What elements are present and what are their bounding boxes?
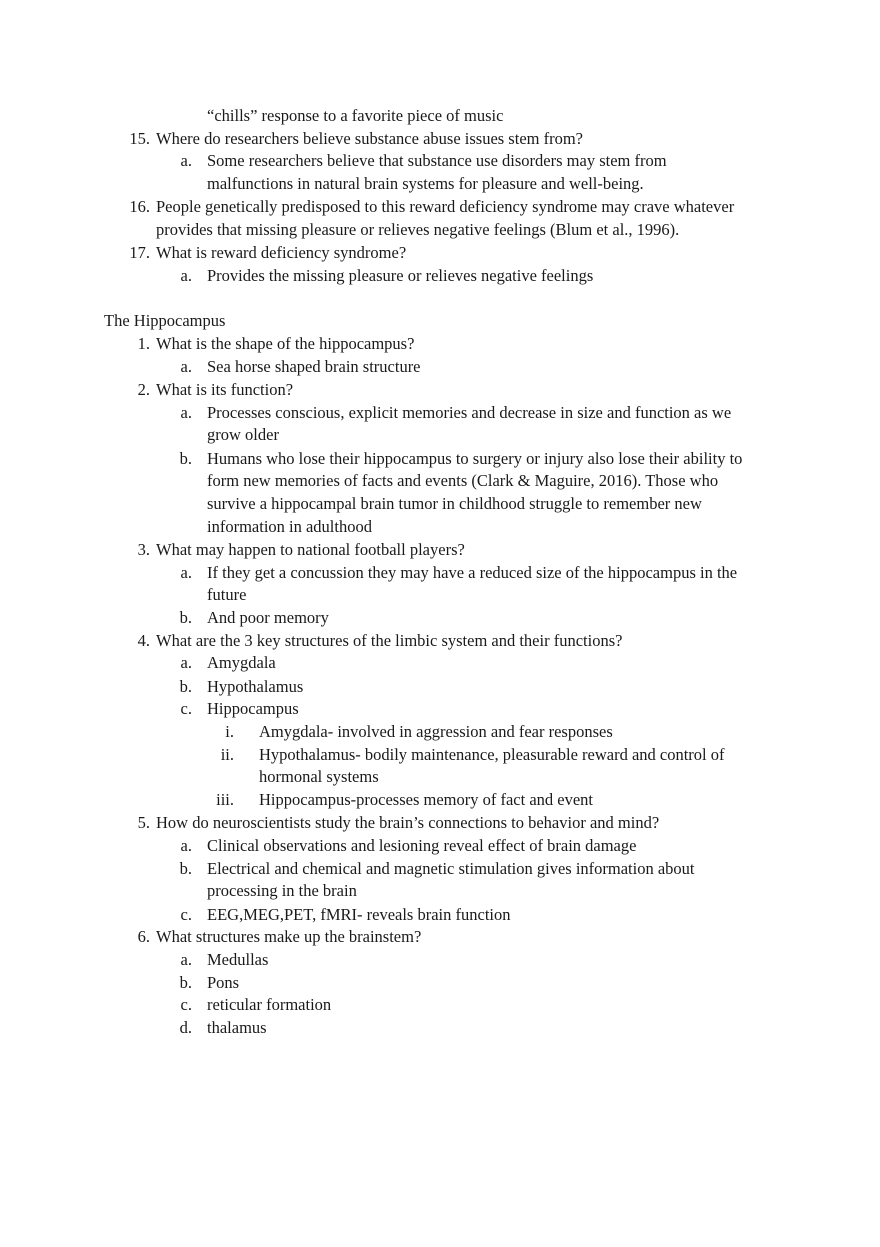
sub-answer-marker: i. <box>225 722 234 741</box>
sub-answer-text: Hypothalamus- bodily maintenance, pleasurable reward and control of <box>259 745 725 764</box>
answer-marker: b. <box>179 677 192 696</box>
answer-marker: b. <box>179 449 192 468</box>
answer-text: Hippocampus <box>207 699 299 718</box>
answer-marker: c. <box>180 995 192 1014</box>
question-text: Where do researchers believe substance abuse issues stem from? <box>156 129 583 148</box>
question-number: 17. <box>129 243 150 262</box>
question-text: What are the 3 key structures of the limbic system and their functions? <box>156 631 623 650</box>
answer-text: grow older <box>207 425 279 444</box>
question-text: What structures make up the brainstem? <box>156 927 422 946</box>
sub-answer-marker: iii. <box>216 790 234 809</box>
answer-text: Medullas <box>207 950 269 969</box>
question-text: What is the shape of the hippocampus? <box>156 334 415 353</box>
answer-marker: b. <box>179 973 192 992</box>
question-text: What is its function? <box>156 380 294 399</box>
answer-marker: a. <box>180 836 192 855</box>
answer-marker: a. <box>180 653 192 672</box>
question-text: provides that missing pleasure or relieves negative feelings (Blum et al., 1996). <box>156 220 680 239</box>
section-title: The Hippocampus <box>104 311 226 330</box>
answer-text: Electrical and chemical and magnetic stimulation gives information about <box>207 859 695 878</box>
answer-text: information in adulthood <box>207 517 372 536</box>
answer-text: Clinical observations and lesioning reveal effect of brain damage <box>207 836 637 855</box>
answer-text: Amygdala <box>207 653 276 672</box>
answer-marker: a. <box>180 563 192 582</box>
answer-text: reticular formation <box>207 995 332 1014</box>
answer-text: Some researchers believe that substance use disorders may stem from <box>207 151 667 170</box>
answer-text: And poor memory <box>207 608 329 627</box>
question-number: 5. <box>137 813 150 832</box>
answer-text: future <box>207 585 247 604</box>
question-text: How do neuroscientists study the brain’s connections to behavior and mind? <box>156 813 660 832</box>
answer-marker: d. <box>179 1018 192 1037</box>
sub-answer-marker: ii. <box>220 745 234 764</box>
answer-text: thalamus <box>207 1018 267 1037</box>
answer-marker: a. <box>180 950 192 969</box>
answer-marker: c. <box>180 699 192 718</box>
question-text: People genetically predisposed to this reward deficiency syndrome may crave whatever <box>156 197 735 216</box>
list-item-continuation: “chills” response to a favorite piece of music <box>207 106 504 125</box>
answer-text: Hypothalamus <box>207 677 304 696</box>
answer-text: Sea horse shaped brain structure <box>207 357 421 376</box>
question-text: What may happen to national football players? <box>156 540 465 559</box>
answer-text: If they get a concussion they may have a reduced size of the hippocampus in the <box>207 563 738 582</box>
question-number: 6. <box>137 927 150 946</box>
answer-text: Pons <box>207 973 240 992</box>
sub-answer-text: Hippocampus-processes memory of fact and event <box>259 790 594 809</box>
answer-text: Processes conscious, explicit memories and decrease in size and function as we <box>207 403 732 422</box>
answer-text: survive a hippocampal brain tumor in childhood struggle to remember new <box>207 494 702 513</box>
question-number: 15. <box>129 129 150 148</box>
question-number: 3. <box>137 540 150 559</box>
answer-marker: b. <box>179 859 192 878</box>
question-text: What is reward deficiency syndrome? <box>156 243 407 262</box>
answer-marker: a. <box>180 357 192 376</box>
answer-text: Humans who lose their hippocampus to surgery or injury also lose their ability to <box>207 449 743 468</box>
sub-answer-text: Amygdala- involved in aggression and fear responses <box>259 722 613 741</box>
answer-marker: a. <box>180 151 192 170</box>
answer-text: form new memories of facts and events (Clark & Maguire, 2016). Those who <box>207 471 719 490</box>
answer-text: EEG,MEG,PET, fMRI- reveals brain function <box>207 905 511 924</box>
answer-text: Provides the missing pleasure or relieves negative feelings <box>207 266 594 285</box>
answer-text: malfunctions in natural brain systems for pleasure and well-being. <box>207 174 644 193</box>
answer-marker: a. <box>180 266 192 285</box>
sub-answer-text: hormonal systems <box>259 767 379 786</box>
question-number: 2. <box>137 380 150 399</box>
question-number: 1. <box>137 334 150 353</box>
answer-text: processing in the brain <box>207 881 357 900</box>
question-number: 16. <box>129 197 150 216</box>
question-number: 4. <box>137 631 150 650</box>
answer-marker: b. <box>179 608 192 627</box>
answer-marker: a. <box>180 403 192 422</box>
answer-marker: c. <box>180 905 192 924</box>
